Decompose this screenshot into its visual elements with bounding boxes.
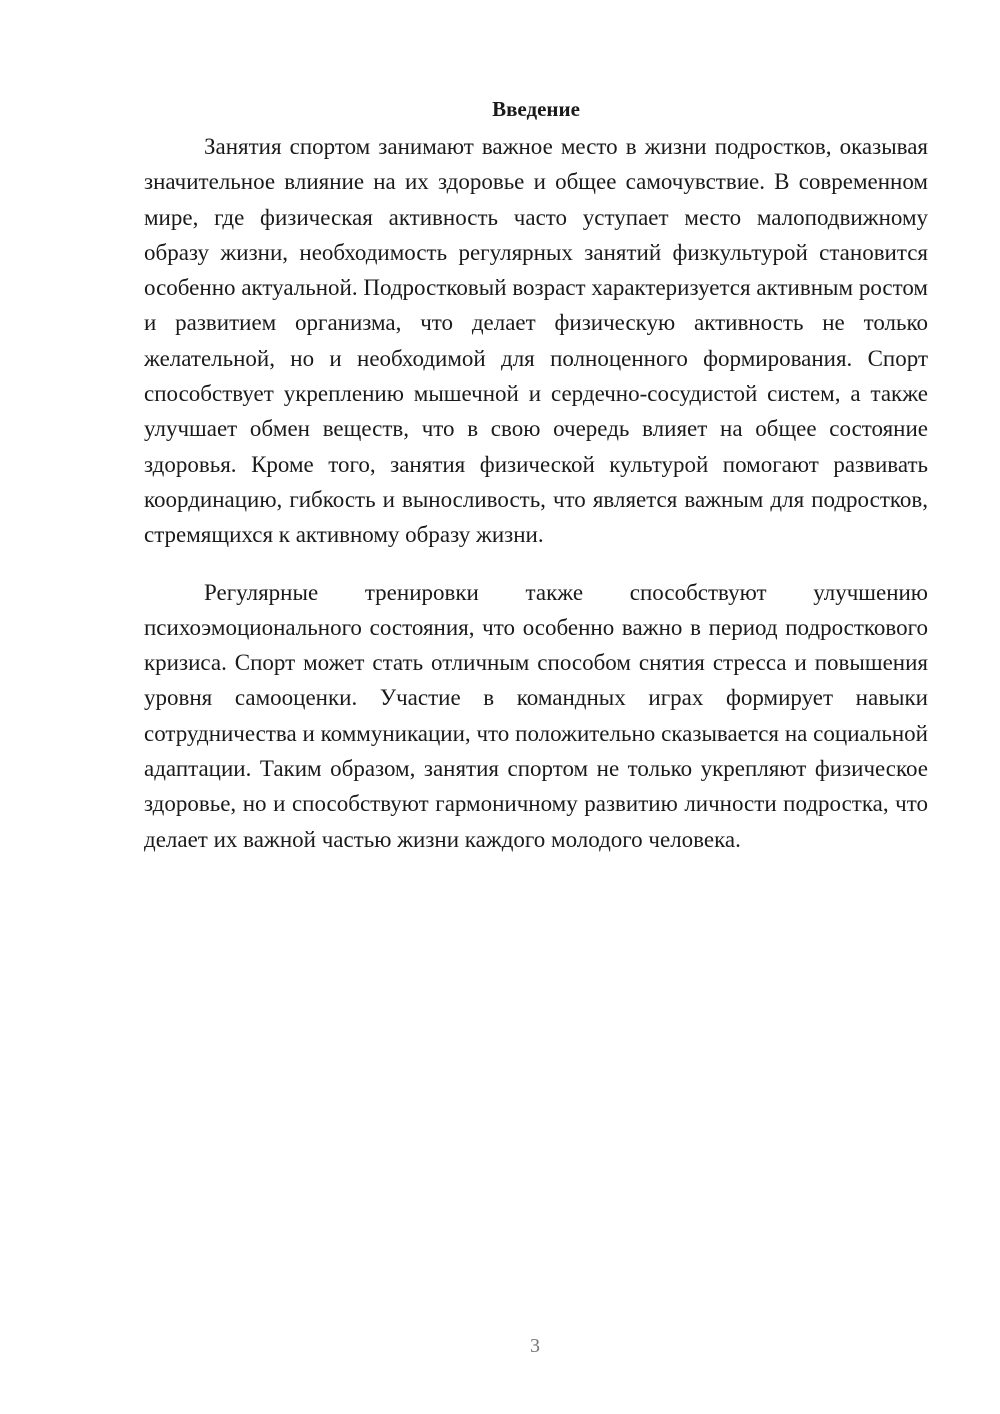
page-content bbox=[144, 92, 928, 857]
paragraph-2: Регулярные тренировки также способствуют улучшению психоэмоционального состояния, что особенно важно в период подросткового кризиса. Спорт может стать отличным способом снятия стресса и повышения уровня самооценки. Участие в командных играх формирует навыки сотрудничества и коммуникации, что положительно сказывается на социальной адаптации. Таким образом, занятия спортом не только укрепляют физическое здоровье, но и способствуют гармоничному развитию личности подростка, что делает их важной частью жизни каждого молодого человека. bbox=[144, 579, 928, 852]
section-heading: Введение bbox=[492, 97, 580, 121]
paragraph-1: Занятия спортом занимают важное место в жизни подростков, оказывая значительное влияние на их здоровье и общее самочувствие. В современном мире, где физическая активность часто уступает место малоподвижному образу жизни, необходимость регулярных занятий физкультурой становится особенно актуальной. Подростковый возраст характеризуется активным ростом и развитием организма, что делает физическую активность не только желательной, но и необходимой для полноценного формирования. Спорт способствует укреплению мышечной и сердечно-сосудистой систем, а также улучшает обмен веществ, что в свою очередь влияет на общее состояние здоровья. Кроме того, занятия физической культурой помогают развивать координацию, гибкость и выносливость, что является важным для подростков, стремящихся к активному образу жизни. bbox=[144, 134, 928, 548]
page-number: 3 bbox=[530, 1335, 540, 1357]
